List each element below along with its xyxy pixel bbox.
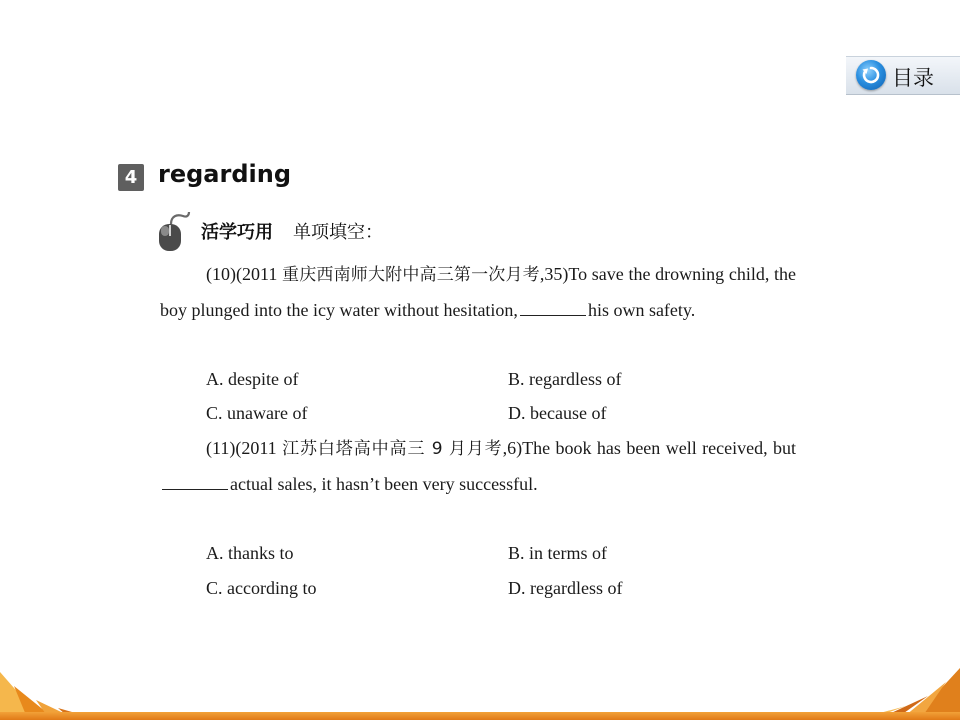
- question-source: 重庆西南师大附中高三第一次月考: [282, 265, 540, 285]
- toc-label: 目录: [892, 66, 934, 90]
- option-c: C. according to: [206, 578, 317, 598]
- question-number: (10)(2011: [206, 264, 283, 284]
- option-a: A. thanks to: [206, 543, 294, 563]
- footer-line: [0, 712, 960, 720]
- question-source-suffix: ,35): [539, 264, 569, 284]
- option-a: A. despite of: [206, 369, 299, 389]
- option-b: B. in terms of: [508, 543, 607, 563]
- option-d: D. because of: [508, 403, 607, 423]
- question-number: (11)(2011: [206, 438, 283, 458]
- practice-heading: [201, 218, 383, 244]
- practice-instruction: 单项填空：: [293, 222, 383, 243]
- question-text-continued: his own safety.: [587, 300, 696, 320]
- section-title: regarding: [158, 160, 291, 188]
- question-10-stem: [160, 257, 796, 328]
- option-c: C. unaware of: [206, 403, 308, 423]
- question-text: The book has been well received, but: [522, 438, 796, 458]
- mouse-icon: [155, 210, 195, 252]
- question-11-stem: [160, 431, 796, 502]
- question-text-continued: actual sales, it hasn’t been very successful.: [230, 474, 538, 494]
- refresh-arrow-icon: [856, 60, 886, 90]
- question-text: To save the drowning child, the boy plunged into the icy water without hesitation,: [160, 264, 797, 320]
- answer-blank: [162, 471, 228, 490]
- section-number-badge: 4: [118, 164, 144, 191]
- question-source-suffix: ,6): [502, 438, 523, 458]
- practice-title: 活学巧用: [201, 222, 273, 243]
- toc-button[interactable]: [846, 56, 960, 95]
- footer-decoration-left: [0, 660, 110, 720]
- option-b: B. regardless of: [508, 369, 622, 389]
- answer-blank: [520, 297, 586, 316]
- option-d: D. regardless of: [508, 578, 623, 598]
- question-source: 江苏白塔高中高三 9 月月考: [282, 439, 503, 459]
